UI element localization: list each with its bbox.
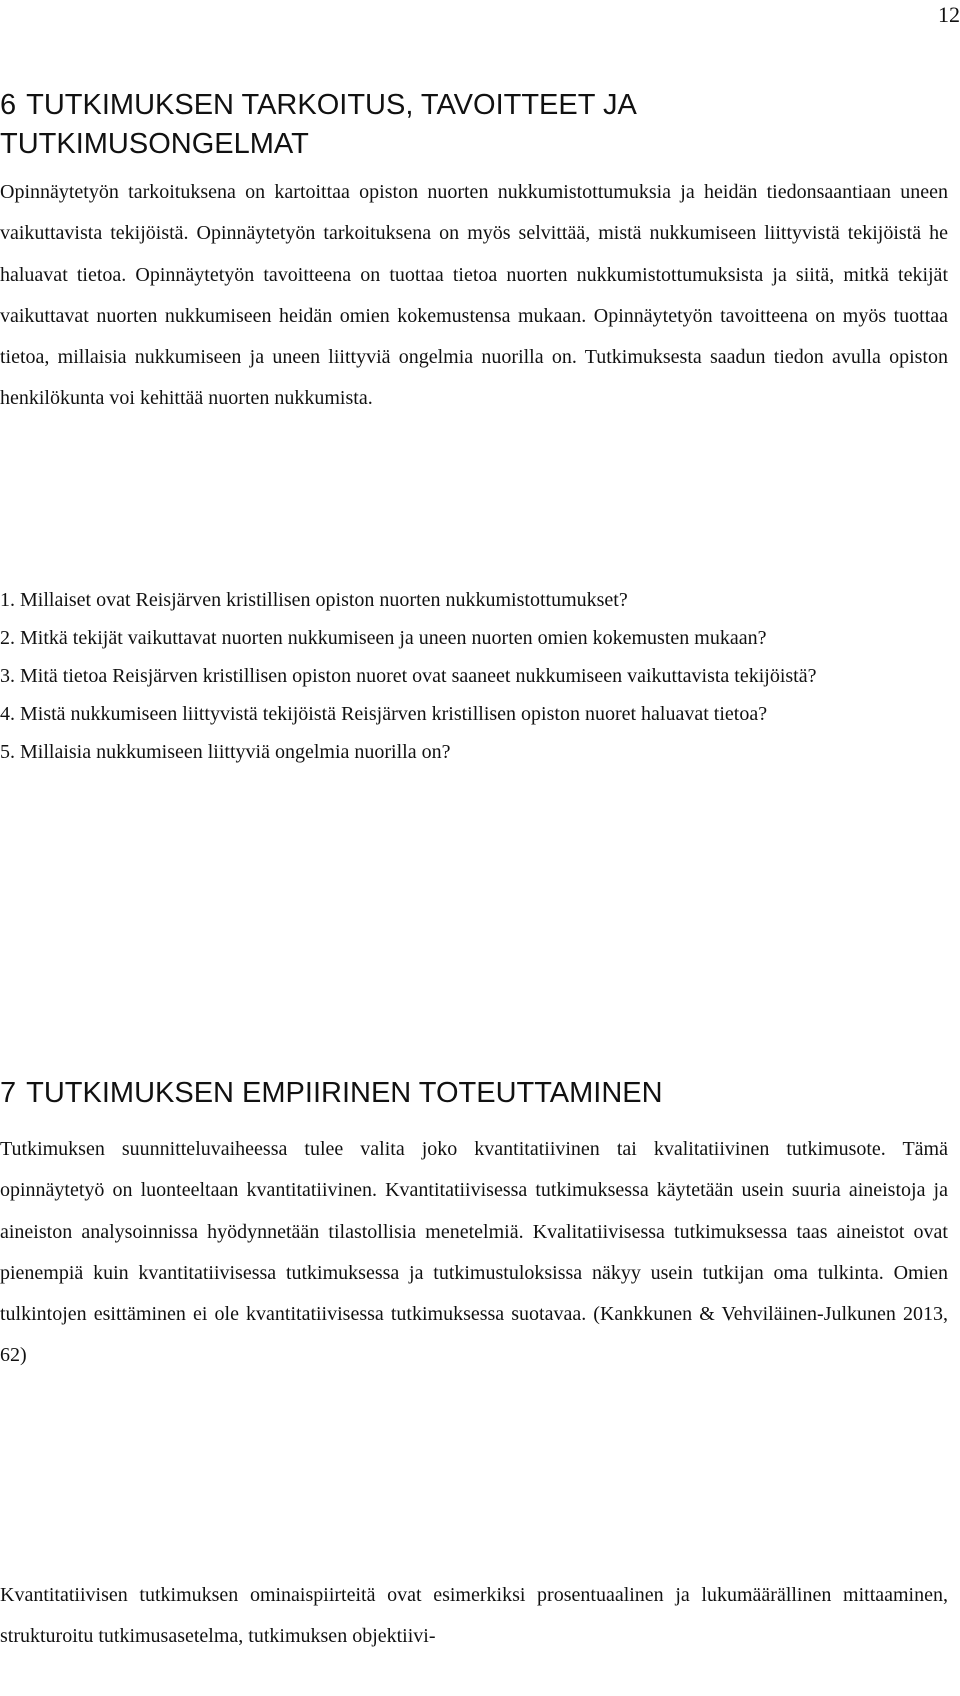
section-6-title-line1: TUTKIMUKSEN TARKOITUS, TAVOITTEET JA (26, 89, 637, 121)
page-number: 12 (938, 2, 960, 27)
section-7-heading (0, 1074, 948, 1113)
research-question-3: 3. Mitä tietoa Reisjärven kristillisen opiston nuoret ovat saaneet nukkumiseen vaikuttavista tekijöistä? (0, 665, 817, 687)
section-6-paragraph: Opinnäytetyön tarkoituksena on kartoittaa opiston nuorten nukkumistottumuksia ja heidän tiedonsaantiaan uneen vaikuttavista tekijöistä. Opinnäytetyön tarkoituksena on myös selvittää, mistä nukkumiseen liittyvistä tekijöistä he haluavat tietoa. Opinnäytetyön tavoitteena on tuottaa tietoa nuorten nukkumistottumuksista ja siitä, mitkä tekijät vaikuttavat nuorten nukkumiseen heidän omien kokemustensa mukaan. Opinnäytetyön tavoitteena on myös tuottaa tietoa, millaisia nukkumiseen ja uneen liittyviä ongelmia nuorilla on. Tutkimuksesta saadun tiedon avulla opiston henkilökunta voi kehittää nuorten nukkumista. (0, 181, 948, 410)
section-6-heading (0, 86, 948, 164)
research-questions-list (0, 581, 948, 771)
section-6-number: 6 (0, 89, 17, 121)
section-7-number: 7 (0, 1077, 17, 1109)
section-7-title: TUTKIMUKSEN EMPIIRINEN TOTEUTTAMINEN (26, 1077, 663, 1109)
research-question-2: 2. Mitkä tekijät vaikuttavat nuorten nukkumiseen ja uneen nuorten omien kokemusten mukaan? (0, 627, 767, 649)
section-6-title-line2: TUTKIMUSONGELMAT (0, 128, 309, 160)
research-question-5: 5. Millaisia nukkumiseen liittyviä ongelmia nuorilla on? (0, 741, 451, 763)
research-question-1: 1. Millaiset ovat Reisjärven kristillisen opiston nuorten nukkumistottumukset? (0, 589, 628, 611)
research-question-4: 4. Mistä nukkumiseen liittyvistä tekijöistä Reisjärven kristillisen opiston nuoret haluavat tietoa? (0, 703, 768, 725)
section-7-paragraph-1: Tutkimuksen suunnitteluvaiheessa tulee valita joko kvantitatiivinen tai kvalitatiivinen tutkimusote. Tämä opinnäytetyö on luonteeltaan kvantitatiivinen. Kvantitatiivisessa tutkimuksessa käytetään usein suuria aineistoja ja aineiston analysoinnissa hyödynnetään tilastollisia menetelmiä. Kvalitatiivisessa tutkimuksessa taas aineistot ovat pienempiä kuin kvantitatiivisessa tutkimuksessa ja tutkimustuloksissa näkyy usein tutkijan oma tulkinta. Omien tulkintojen esittäminen ei ole kvantitatiivisessa tutkimuksessa suotavaa. (Kankkunen & Vehviläinen-Julkunen 2013, 62) (0, 1138, 948, 1367)
section-7-paragraph-2: Kvantitatiivisen tutkimuksen ominaispiirteitä ovat esimerkiksi prosentuaalinen ja lukumäärällinen mittaaminen, strukturoitu tutkimusasetelma, tutkimuksen objektiivi- (0, 1584, 948, 1648)
